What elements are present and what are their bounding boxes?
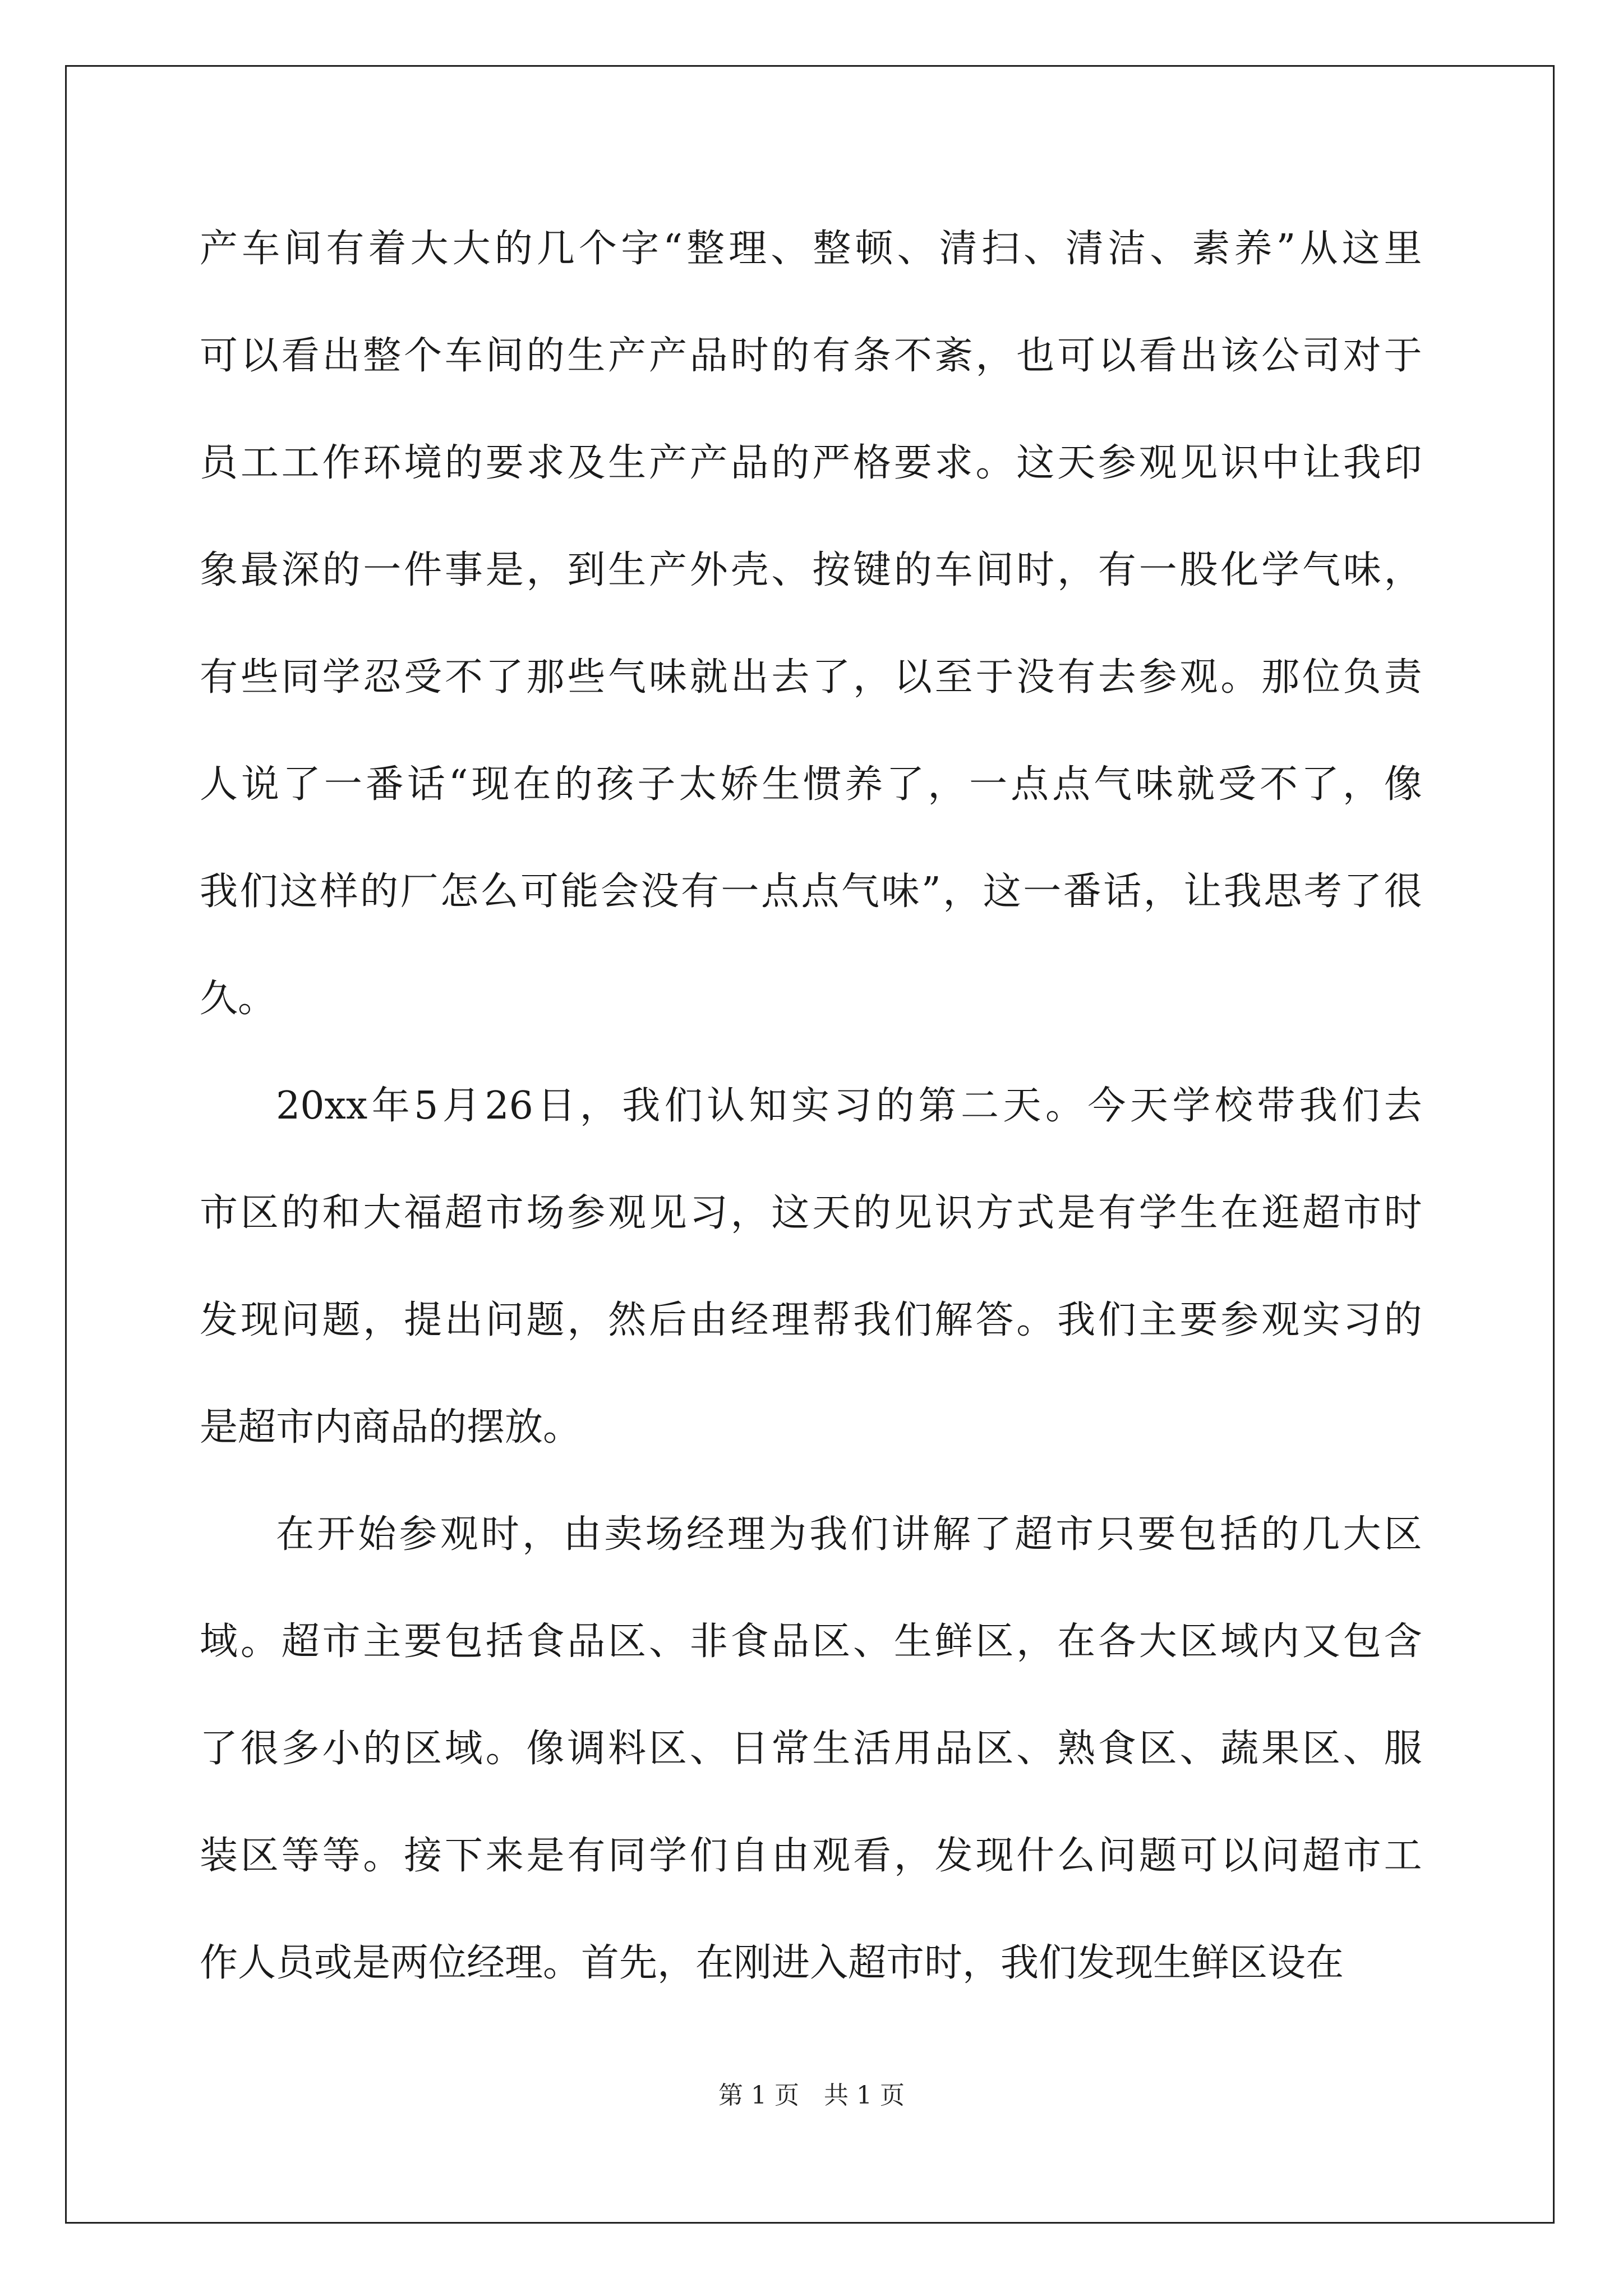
text-line: 我 们 这 样 的 厂 怎 么 可 能 会 没 有 一 点 点 气 味 ” ， 这 一 番 话 ， 让 我 思 考 了 很	[200, 869, 1422, 914]
text-line: 在 开 始 参 观 时 ， 由 卖 场 经 理 为 我 们 讲 解 了 超 市 只 要 包 括 的 几 大 区	[276, 1512, 1422, 1557]
paragraph	[200, 195, 1422, 1052]
text-line: 20xx 年 5 月 26 日 ， 我 们 认 知 实 习 的 第 二 天 。 今 天 学 校 带 我 们 去	[276, 1084, 1422, 1128]
text-line: 发 现 问 题 ， 提 出 问 题 ， 然 后 由 经 理 帮 我 们 解 答 。 我 们 主 要 参 观 实 习 的	[200, 1298, 1422, 1342]
text-line: 象 最 深 的 一 件 事 是 ， 到 生 产 外 壳 、 按 键 的 车 间 时 ， 有 一 股 化 学 气 味 ，	[200, 548, 1422, 592]
text-line: 可 以 看 出 整 个 车 间 的 生 产 产 品 时 的 有 条 不 紊 ， 也 可 以 看 出 该 公 司 对 于	[200, 334, 1422, 378]
document-body	[200, 195, 1422, 2017]
text-line: 作人员或是两位经理。首先，在刚进入超市时，我们发现生鲜区设在	[200, 1941, 1344, 1985]
text-line: 是超市内商品的摆放。	[200, 1405, 582, 1450]
paragraph	[200, 1481, 1422, 2017]
page-footer: 第 1 页 共 1 页	[718, 2081, 905, 2110]
text-line: 市 区 的 和 大 福 超 市 场 参 观 见 习 ， 这 天 的 见 识 方 式 是 有 学 生 在 逛 超 市 时	[200, 1191, 1422, 1235]
text-line: 装 区 等 等 。 接 下 来 是 有 同 学 们 自 由 观 看 ， 发 现 什 么 问 题 可 以 问 超 市 工	[200, 1834, 1422, 1878]
text-line: 域 。 超 市 主 要 包 括 食 品 区 、 非 食 品 区 、 生 鲜 区 ， 在 各 大 区 域 内 又 包 含	[200, 1619, 1422, 1664]
text-line: 有 些 同 学 忍 受 不 了 那 些 气 味 就 出 去 了 ， 以 至 于 没 有 去 参 观 。 那 位 负 责	[200, 655, 1422, 700]
text-line: 员 工 工 作 环 境 的 要 求 及 生 产 产 品 的 严 格 要 求 。 这 天 参 观 见 识 中 让 我 印	[200, 441, 1422, 485]
text-line: 人 说 了 一 番 话 “ 现 在 的 孩 子 太 娇 生 惯 养 了 ， 一 点 点 气 味 就 受 不 了 ， 像	[200, 762, 1422, 807]
paragraph	[200, 1052, 1422, 1481]
text-line: 久。	[200, 977, 276, 1021]
text-line: 了 很 多 小 的 区 域 。 像 调 料 区 、 日 常 生 活 用 品 区 、 熟 食 区 、 蔬 果 区 、 服	[200, 1727, 1422, 1771]
text-line: 产 车 间 有 着 大 大 的 几 个 字 “ 整 理 、 整 顿 、 清 扫 、 清 洁 、 素 养 ” 从 这 里	[200, 227, 1422, 271]
